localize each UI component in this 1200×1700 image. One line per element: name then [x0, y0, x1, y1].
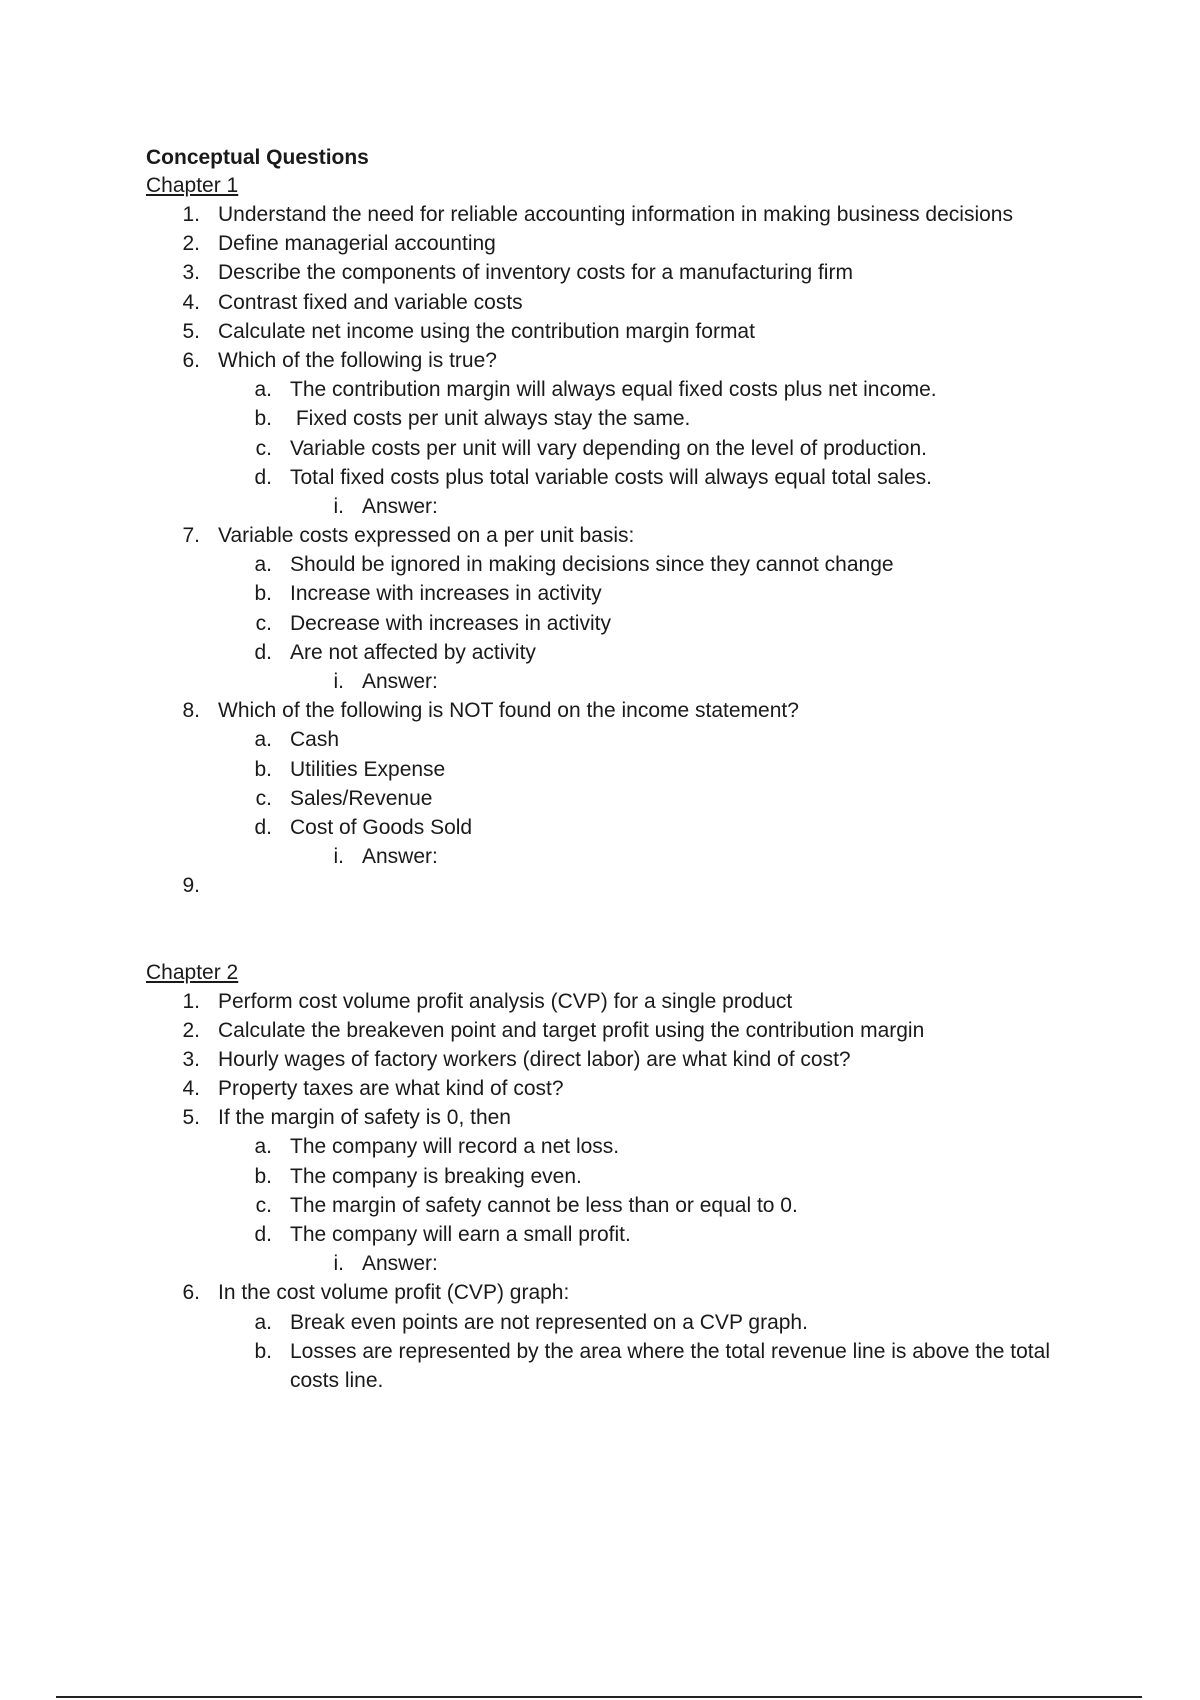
- list-number: 1.: [182, 203, 200, 226]
- option-text: The contribution margin will always equal fixed costs plus net income.: [290, 378, 937, 402]
- answer-option: [146, 434, 1086, 463]
- answer-option: [146, 638, 1086, 667]
- answer-option: [146, 579, 1086, 608]
- answer-option: [146, 1308, 1086, 1337]
- list-item: [146, 1045, 1086, 1074]
- option-letter: a.: [254, 1310, 272, 1334]
- option-letter: d.: [254, 815, 272, 839]
- option-letter: b.: [254, 757, 272, 781]
- option-letter: c.: [255, 786, 272, 810]
- list-item: [146, 871, 1086, 900]
- option-letter: b.: [254, 582, 272, 606]
- list-number: 3.: [182, 1047, 200, 1071]
- option-text: Should be ignored in making decisions since they cannot change: [290, 553, 894, 577]
- answer-label: Answer:: [362, 494, 438, 518]
- answer-option: [146, 1220, 1086, 1249]
- document-title: Conceptual Questions: [146, 146, 369, 169]
- footer-divider: [56, 1696, 1142, 1698]
- answer-option: [146, 1337, 1086, 1395]
- list-item: [146, 1016, 1086, 1045]
- list-number: 5.: [182, 319, 200, 343]
- option-letter: d.: [254, 465, 272, 489]
- option-text: The margin of safety cannot be less than or equal to 0.: [290, 1193, 798, 1217]
- list-number: 5.: [182, 1106, 200, 1130]
- answer-option: [146, 550, 1086, 579]
- list-number: 2.: [182, 232, 200, 256]
- option-letter: c.: [255, 436, 272, 460]
- answer-option: [146, 1162, 1086, 1191]
- list-item: [146, 987, 1086, 1016]
- list-item-text: Property taxes are what kind of cost?: [218, 1077, 564, 1101]
- answer-label: Answer:: [362, 1252, 438, 1276]
- answer-option: [146, 813, 1086, 842]
- option-text: Utilities Expense: [290, 757, 446, 781]
- question-text: Which of the following is true?: [218, 348, 497, 372]
- question-text: Variable costs expressed on a per unit basis:: [218, 524, 635, 548]
- option-letter: d.: [254, 640, 272, 664]
- option-text: Break even points are not represented on a CVP graph.: [290, 1310, 808, 1334]
- option-text: The company is breaking even.: [290, 1164, 582, 1188]
- chapter-heading: Chapter 1: [146, 174, 239, 197]
- answer-option: [146, 784, 1086, 813]
- option-text: Variable costs per unit will vary depending on the level of production.: [290, 436, 927, 460]
- list-number: 3.: [182, 261, 200, 285]
- answer-option: [146, 755, 1086, 784]
- answer-label: Answer:: [362, 670, 438, 693]
- list-number: 7.: [182, 524, 200, 548]
- list-item-text: Perform cost volume profit analysis (CVP) for a single product: [218, 989, 793, 1013]
- answer-option: [146, 1132, 1086, 1161]
- answer-option: [146, 609, 1086, 638]
- answer-line: [146, 1249, 1086, 1278]
- list-item: [146, 288, 1086, 317]
- option-text: Cost of Goods Sold: [290, 815, 473, 839]
- question-text: Which of the following is NOT found on the income statement?: [218, 699, 799, 723]
- answer-line: [146, 667, 1086, 696]
- option-text: Decrease with increases in activity: [290, 611, 611, 635]
- option-text: Losses are represented by the area where the total revenue line is above the total costs line.: [290, 1339, 1050, 1392]
- question: [146, 1278, 1086, 1307]
- list-number: 4.: [182, 290, 200, 314]
- chapter-heading: Chapter 2: [146, 960, 239, 984]
- answer-marker: i.: [333, 670, 344, 693]
- option-text: The company will earn a small profit.: [290, 1223, 631, 1246]
- question-text: If the margin of safety is 0, then: [218, 1106, 511, 1130]
- option-text: Sales/Revenue: [290, 786, 433, 810]
- list-number: 6.: [182, 348, 200, 372]
- list-item: [146, 200, 1086, 229]
- list-item-text: Understand the need for reliable accounting information in making business decisions: [218, 203, 1013, 226]
- question: [146, 696, 1086, 725]
- option-letter: a.: [254, 378, 272, 402]
- document-body: [146, 144, 1086, 1395]
- option-letter: a.: [254, 728, 272, 752]
- option-text: Are not affected by activity: [290, 640, 536, 664]
- spacer: [146, 901, 1086, 959]
- question: [146, 521, 1086, 550]
- answer-marker: i.: [333, 1252, 344, 1276]
- answer-label: Answer:: [362, 845, 438, 869]
- answer-line: [146, 492, 1086, 521]
- option-letter: b.: [254, 1339, 272, 1363]
- option-letter: c.: [255, 611, 272, 635]
- option-letter: c.: [255, 1193, 272, 1217]
- list-number: 8.: [182, 699, 200, 723]
- option-text: Fixed costs per unit always stay the same.: [290, 407, 691, 431]
- list-item: [146, 1074, 1086, 1103]
- option-letter: b.: [254, 407, 272, 431]
- list-item: [146, 229, 1086, 258]
- list-item-text: Hourly wages of factory workers (direct labor) are what kind of cost?: [218, 1047, 851, 1071]
- option-text: Increase with increases in activity: [290, 582, 602, 606]
- question: [146, 346, 1086, 375]
- question: [146, 1103, 1086, 1132]
- list-item-text: Calculate the breakeven point and target profit using the contribution margin: [218, 1018, 925, 1042]
- answer-option: [146, 404, 1086, 433]
- answer-option: [146, 725, 1086, 754]
- option-letter: a.: [254, 553, 272, 577]
- option-text: The company will record a net loss.: [290, 1135, 620, 1159]
- list-number: 2.: [182, 1018, 200, 1042]
- list-number: 4.: [182, 1077, 200, 1101]
- answer-marker: i.: [333, 494, 344, 518]
- option-letter: b.: [254, 1164, 272, 1188]
- answer-option: [146, 463, 1086, 492]
- list-item-text: Describe the components of inventory costs for a manufacturing firm: [218, 261, 853, 285]
- list-item-text: Contrast fixed and variable costs: [218, 290, 523, 314]
- option-letter: d.: [254, 1223, 272, 1246]
- list-item-text: Calculate net income using the contribution margin format: [218, 319, 755, 343]
- option-text: Total fixed costs plus total variable costs will always equal total sales.: [290, 465, 932, 489]
- answer-line: [146, 842, 1086, 871]
- question-text: In the cost volume profit (CVP) graph:: [218, 1281, 570, 1305]
- answer-marker: i.: [333, 845, 344, 869]
- answer-option: [146, 1191, 1086, 1220]
- answer-option: [146, 375, 1086, 404]
- list-item-text: Define managerial accounting: [218, 232, 496, 256]
- list-item: [146, 258, 1086, 287]
- list-number: 9.: [182, 874, 200, 898]
- list-number: 6.: [182, 1281, 200, 1305]
- option-text: Cash: [290, 728, 340, 752]
- option-letter: a.: [254, 1135, 272, 1159]
- list-item: [146, 317, 1086, 346]
- list-number: 1.: [182, 989, 200, 1013]
